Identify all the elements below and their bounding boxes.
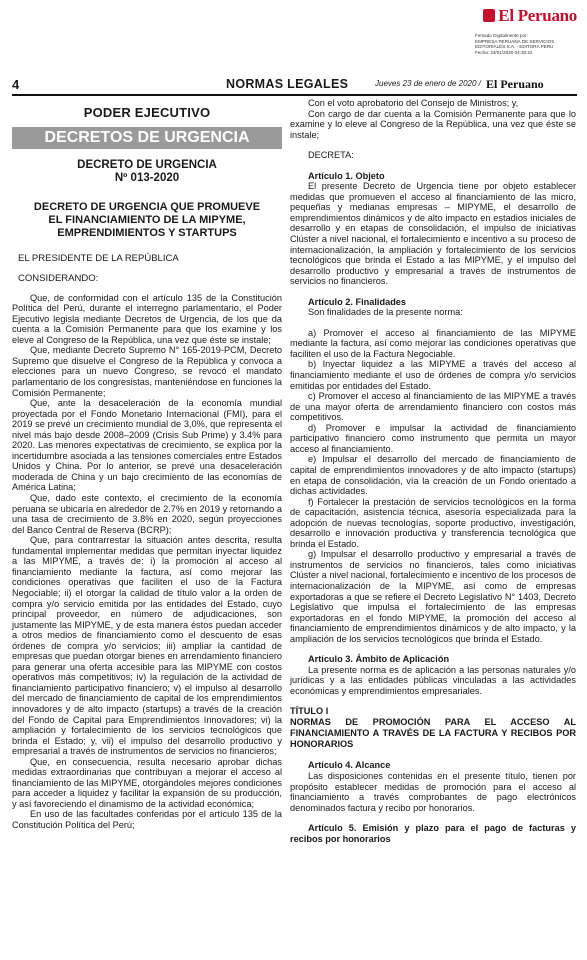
section-title: NORMAS LEGALES xyxy=(226,77,349,91)
decree-title: DECRETO DE URGENCIA xyxy=(77,158,217,171)
decree-number: Nº 013-2020 xyxy=(114,171,180,184)
paragraph: Que, mediante Decreto Supremo N° 165-2019-PCM, Decreto Supremo que disuelve el Congreso de la República y convoca a elecciones para un nuevo Congreso, se revocó el mandato parlamentario de los congresistas, manteniéndose en funciones la Comisión Permanente; xyxy=(12,345,282,398)
header-brand: El Peruano xyxy=(486,77,544,91)
title-heading: TÍTULO I xyxy=(290,706,329,717)
paragraph: Que, para contrarrestar la situación antes descrita, resulta fundamental implementar medidas que permitan inyectar liquidez a las MIPYME, a través de: i) la promoción al acceso al financiamiento mediante la factura, así como mejorar las condiciones operativas que faciliten el uso de la Factura Negociable; ii) el otorgar la calidad de título valor a la orden de compra y/o servicio emitida por las entidades del Estado, cuyo principal proveedor, en número de adjudicaciones, son justamente las MIPYME, y de esta manera éstos puedan acceder a otros medios de financiamiento como el descuento de esas órdenes de compra y/o servicios; iii) ampliar la cantidad de empresas que puedan otorgar bienes en arrendamiento financiero para generar una oferta accesible para las MIPYME con costos operativos más competitivos; iv) la regulación de la actividad de financiamiento participativo financiero; v) el impulso al desarrollo del mercado de financiamiento de capital de los emprendimientos innovadores y de alto impacto (startups) a través de la creación del Fondo de Capital para Emprendimientos Innovadores; vi) la ampliación y fortalecimiento de los servicios tecnológicos que brinda el Estado; y, vii) el impulso del desarrollo productivo y empresarial a través de instrumentos de servicios no financieros; xyxy=(12,535,282,757)
paragraph: Que, ante la desaceleración de la economía mundial proyectada por el Fondo Monetario Internacional (FMI), para el 2019 se prevé un crecimiento mundial de 3,0%, que representa el nivel más bajo desde 2008–2009 (Crisis Sub Prime) y 3.4% para 2020. Las menores expectativas de crecimiento, se explica por la incertidumbre asociada a las tensiones comerciales entre Estados Unidos y China. Por lo anterior, se prevé una desaceleración moderada de China y un bajo crecimiento de las economías de América Latina; xyxy=(12,398,282,493)
article-3-title: Artículo 3. Ámbito de Aplicación xyxy=(308,654,450,665)
considering-heading: CONSIDERANDO: xyxy=(18,273,99,285)
paragraph: El presente Decreto de Urgencia tiene por objeto establecer medidas que promueven el acceso al financiamiento de las micro, pequeñas y medianas empresas – MIPYME, el desarrollo de emprendimientos dinámicos y de alto impacto en estadios iniciales de desarrollo y en etapas de consolidación, el impulso de iniciativas Clúster a nivel nacional, el fortalecimiento e incentivo a su proceso de internacionalización, la ampliación y fortalecimiento de los servicios tecnológicos que brinda el Estado a las MIPYME, y el impulso del desarrollo productivo y empresarial a través de instrumentos de servicios no financieros. xyxy=(290,181,576,287)
paragraph: Las disposiciones contenidas en el presente título, tienen por propósito establecer medidas de promoción para el acceso al financiamiento a través comprobantes de pago electrónicos denominados factura y recibo por honorarios. xyxy=(290,770,576,813)
page-number: 4 xyxy=(12,77,20,92)
paragraph: Que, en consecuencia, resulta necesario aprobar dichas medidas extraordinarias que contribuyan a mejorar el acceso al financiamiento de las MIPYME, otorgándoles mejores condiciones para acceder a liquidez y facilitar la expansión de su producción, y así favoreciendo el dinamismo de la actividad económica; xyxy=(12,756,282,809)
list-item: d) Promover e impulsar la actividad de financiamiento participativo financiero como instrumento que permita un mayor acceso al financiamiento. xyxy=(290,422,576,454)
paragraph: Con el voto aprobatorio del Consejo de Ministros; y, xyxy=(308,98,519,108)
article-1-title: Artículo 1. Objeto xyxy=(308,170,385,181)
el-peruano-logo xyxy=(483,6,577,26)
issue-date: Jueves 23 de enero de 2020 / xyxy=(375,79,481,88)
article-4-title: Artículo 4. Alcance xyxy=(308,760,391,771)
digital-signature-info: Firmado Digitalmente por: EMPRESA PERUANA DE SERVICIOS EDITORIALES S.A. - EDITORA PERU Fecha: 23/01/2020 04:30:22 xyxy=(475,33,555,55)
right-column xyxy=(290,98,576,844)
category-band: DECRETOS DE URGENCIA xyxy=(12,127,282,149)
list-item: b) Inyectar liquidez a las MIPYME a través del acceso al financiamiento mediante el uso de órdenes de compra y/o servicios emitidas por entidades del Estado. xyxy=(290,359,576,391)
paragraph: Que, dado este contexto, el crecimiento de la economía peruana se ubicaría en alrededor de 2.7% en 2019 y retornando a una tasa de crecimiento de 3.8% en 2020, según proyecciones del Banco Central de Reserva (BCRP); xyxy=(12,493,282,535)
list-item: e) Impulsar el desarrollo del mercado de financiamiento de capital de emprendimientos innovadores y de alto impacto (startups) en etapa de consolidación, vía la creación de un Fondo orientado a dichas actividades. xyxy=(290,454,576,497)
paragraph: Son finalidades de la presente norma: xyxy=(308,307,463,318)
masthead xyxy=(0,0,587,72)
article-5-title: Artículo 5. Emisión y plazo para el pago de facturas y recibos por honorarios xyxy=(290,823,576,844)
paragraph: En uso de las facultades conferidas por el artículo 135 de la Constitución Política del Perú; xyxy=(12,809,282,830)
paragraph: La presente norma es de aplicación a las personas naturales y/o jurídicas y a las entidades públicas vinculadas a las actividades económicas y emprendimientos empresariales. xyxy=(290,664,576,696)
paragraph: Que, de conformidad con el artículo 135 de la Constitución Política del Perú, durante el interregno parlamentario, el Poder Ejecutivo legisla mediante Decretos de Urgencia, de los que da cuenta a la Comisión Permanente para que los examine y los eleve al Congreso de la República, una vez que éste se instale; xyxy=(12,292,282,345)
list-item: g) Impulsar el desarrollo productivo y empresarial a través de instrumentos de servicios no financieros, tales como iniciativas Clúster a nivel nacional, fortalecimiento e incentivo de los procesos de internacionalización de la MIPYME, así como de empresas exportadoras a que se refiere el Decreto Legislativo N° 1403, Decreto Legislativo que impulsa el fortalecimiento de las empresas exportadoras en el fondo MIPYME, la promoción del acceso al financiamiento de emprendimientos dinámicos y de alto impacto, y la ampliación de los servicios tecnológicos que brinda el Estado. xyxy=(290,549,576,644)
list-item: f) Fortalecer la prestación de servicios tecnológicos en la forma de capacitación, asistencia técnica, asesoría especializada para la adopción de nuevas tecnologías, soporte productivo, investigación, desarrollo e innovación productiva y transferencia tecnológica que brinda el Estado. xyxy=(290,496,576,549)
branch-heading: PODER EJECUTIVO xyxy=(83,105,211,120)
paragraph: Con cargo de dar cuenta a la Comisión Permanente para que lo examine y lo eleve al Congreso de la República, una vez que éste se instale; xyxy=(290,108,576,140)
coat-of-arms-icon xyxy=(483,9,495,22)
list-item: a) Promover el acceso al financiamiento de las MIPYME mediante la factura, así como mejorar las condiciones operativas que faciliten el uso de la Factura Negociable. xyxy=(290,327,576,359)
logo-text: El Peruano xyxy=(498,6,577,25)
page-header xyxy=(12,76,577,96)
decree-subject: DECRETO DE URGENCIA QUE PROMUEVE EL FINANCIAMIENTO DE LA MIPYME, EMPRENDIMIENTOS Y STARTUPS xyxy=(33,200,261,239)
president-line: EL PRESIDENTE DE LA REPÚBLICA xyxy=(18,252,179,264)
decreta-heading: DECRETA: xyxy=(308,150,354,161)
left-column xyxy=(12,98,282,831)
list-item: c) Promover el acceso al financiamiento de las MIPYME a través de una mayor oferta de arrendamiento financiero con costos más competitivos. xyxy=(290,391,576,423)
title-subheading: NORMAS DE PROMOCIÓN PARA EL ACCESO AL FINANCIAMIENTO A TRAVÉS DE LA FACTURA Y RECIBOS POR HONORARIOS xyxy=(290,717,576,750)
article-2-title: Artículo 2. Finalidades xyxy=(308,296,407,307)
